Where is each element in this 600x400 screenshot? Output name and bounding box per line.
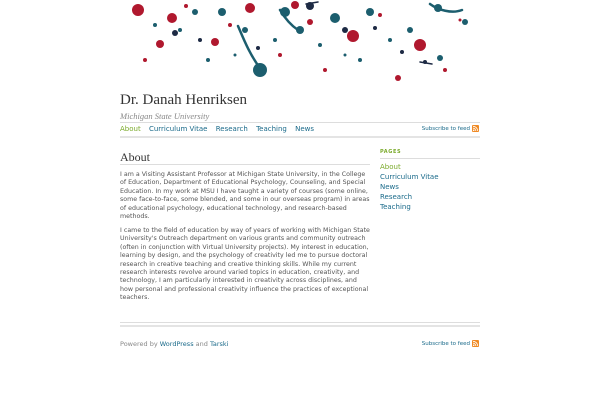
sidebar-item-curriculum-vitae[interactable]: Curriculum Vitae [380, 173, 439, 181]
content-paragraph: I am a Visiting Assistant Professor at Michigan State University, in the College of Education, Department of Educational Psychology, Counseling, and Special Education. In my work at MSU I have taught a variety of courses (some online, some face-to-face, some blended, and some in our overseas program) in areas of educational psychology, educational technology, and research-based methods. [120, 171, 370, 221]
subscribe-feed-link[interactable] [422, 125, 479, 132]
subscribe-feed-label: Subscribe to feed [421, 125, 470, 132]
sidebar-heading: PAGES [380, 149, 402, 155]
footer-tarski-link[interactable]: Tarski [209, 340, 229, 348]
sidebar-item-news[interactable]: News [380, 183, 399, 191]
footer-rule-thick [120, 325, 480, 327]
site-tagline: Michigan State University [120, 111, 210, 121]
nav-item-about[interactable]: About [120, 125, 141, 133]
footer-subscribe-feed-link[interactable] [422, 340, 479, 347]
rss-feed-icon [472, 125, 479, 132]
content-paragraph: I came to the field of education by way of years of working with Michigan State University's Outreach department on various grants and community outreach (often in conjunction with Virtual University projects). My interest in education, learning by design, and the psychology of creativity led me to pursue doctoral research in creative teaching and creative thinking skills. While my current research interests revolve around varied topics in education, creativity, and technology, I am particularly interested in creativity across disciplines, and how personal and professional creativity influence the practices of exceptional teachers. [120, 227, 370, 302]
heading-rule [120, 164, 370, 165]
footer-powered-by: Powered by [120, 340, 158, 348]
header-paint-splatter-image [120, 0, 480, 90]
footer-credits [120, 340, 229, 348]
sidebar-rule [380, 158, 480, 159]
nav-item-news[interactable]: News [295, 125, 315, 133]
sidebar-pages [380, 149, 480, 212]
page-title: About [120, 150, 150, 164]
primary-navigation [120, 125, 320, 136]
footer-wordpress-link[interactable]: WordPress [159, 340, 194, 348]
footer-subscribe-feed-label: Subscribe to feed [421, 340, 470, 347]
sidebar-item-teaching[interactable]: Teaching [380, 203, 411, 211]
header-rule [120, 122, 480, 123]
nav-item-teaching[interactable]: Teaching [256, 125, 287, 133]
footer-and: and [195, 340, 208, 348]
nav-item-research[interactable]: Research [215, 125, 248, 133]
nav-item-curriculum-vitae[interactable]: Curriculum Vitae [148, 125, 208, 133]
site-title[interactable]: Dr. Danah Henriksen [120, 92, 248, 108]
rss-feed-icon [472, 340, 479, 347]
sidebar-item-about[interactable]: About [380, 163, 401, 171]
nav-rule [120, 136, 480, 138]
sidebar-item-research[interactable]: Research [380, 193, 413, 201]
footer-rule [120, 322, 480, 323]
